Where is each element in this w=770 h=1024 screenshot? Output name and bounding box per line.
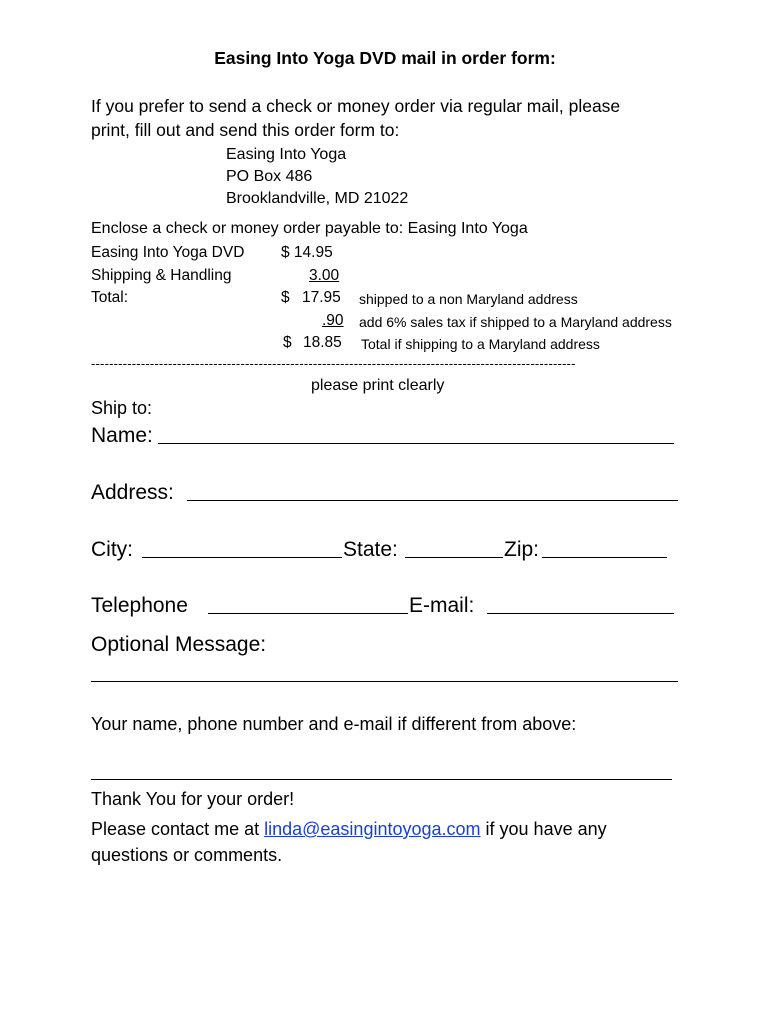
contact-line-2: questions or comments. <box>91 845 283 865</box>
dvd-price: $ 14.95 <box>281 244 333 261</box>
alt-contact-label: Your name, phone number and e-mail if different from above: <box>91 714 577 734</box>
payable-to-text: Enclose a check or money order payable to: Easing Into Yoga <box>91 220 528 237</box>
shipping-price: 3.00 <box>309 267 340 284</box>
total-note: shipped to a non Maryland address <box>359 291 578 307</box>
zip-label: Zip: <box>504 538 540 561</box>
contact-email-link[interactable]: linda@easingintoyoga.com <box>264 819 481 839</box>
email-field[interactable] <box>487 613 674 614</box>
thank-you-text: Thank You for your order! <box>91 789 295 809</box>
optional-message-field[interactable] <box>91 681 678 682</box>
md-total-amount: 18.85 <box>303 334 342 351</box>
total-label: Total: <box>91 289 129 306</box>
mailing-address-name: Easing Into Yoga <box>226 146 347 163</box>
ship-to-label: Ship to: <box>91 398 153 418</box>
intro-line-1: If you prefer to send a check or money order via regular mail, please <box>91 96 621 116</box>
name-field[interactable] <box>158 443 674 444</box>
md-total-dollar-sign: $ <box>283 334 292 351</box>
name-label: Name: <box>91 424 153 447</box>
total-amount: 17.95 <box>302 289 341 306</box>
contact-prefix: Please contact me at <box>91 819 260 839</box>
zip-field[interactable] <box>542 557 667 558</box>
optional-message-label: Optional Message: <box>91 633 267 656</box>
alt-contact-field[interactable] <box>91 779 672 780</box>
print-clearly-note: please print clearly <box>311 377 445 394</box>
dashed-separator: ----------------------------------------------------------------------------------------------------------- <box>91 356 576 371</box>
tax-note: add 6% sales tax if shipped to a Maryland address <box>359 314 672 330</box>
telephone-label: Telephone <box>91 594 188 617</box>
state-field[interactable] <box>405 557 503 558</box>
contact-suffix: if you have any <box>485 819 607 839</box>
state-label: State: <box>343 538 398 561</box>
shipping-label: Shipping & Handling <box>91 267 232 284</box>
total-dollar-sign: $ <box>281 289 290 306</box>
contact-line-1 <box>91 819 607 840</box>
mailing-address-po-box: PO Box 486 <box>226 168 313 185</box>
address-field[interactable] <box>187 500 678 501</box>
email-label: E-mail: <box>409 594 475 617</box>
mailing-address-city: Brooklandville, MD 21022 <box>226 190 409 207</box>
city-label: City: <box>91 538 133 561</box>
dvd-label: Easing Into Yoga DVD <box>91 244 245 261</box>
tax-amount: .90 <box>322 312 344 329</box>
page-title: Easing Into Yoga DVD mail in order form: <box>214 48 556 68</box>
intro-line-2: print, fill out and send this order form to: <box>91 120 400 140</box>
telephone-field[interactable] <box>208 613 408 614</box>
city-field[interactable] <box>142 557 342 558</box>
md-total-note: Total if shipping to a Maryland address <box>361 336 600 352</box>
address-label: Address: <box>91 481 174 504</box>
